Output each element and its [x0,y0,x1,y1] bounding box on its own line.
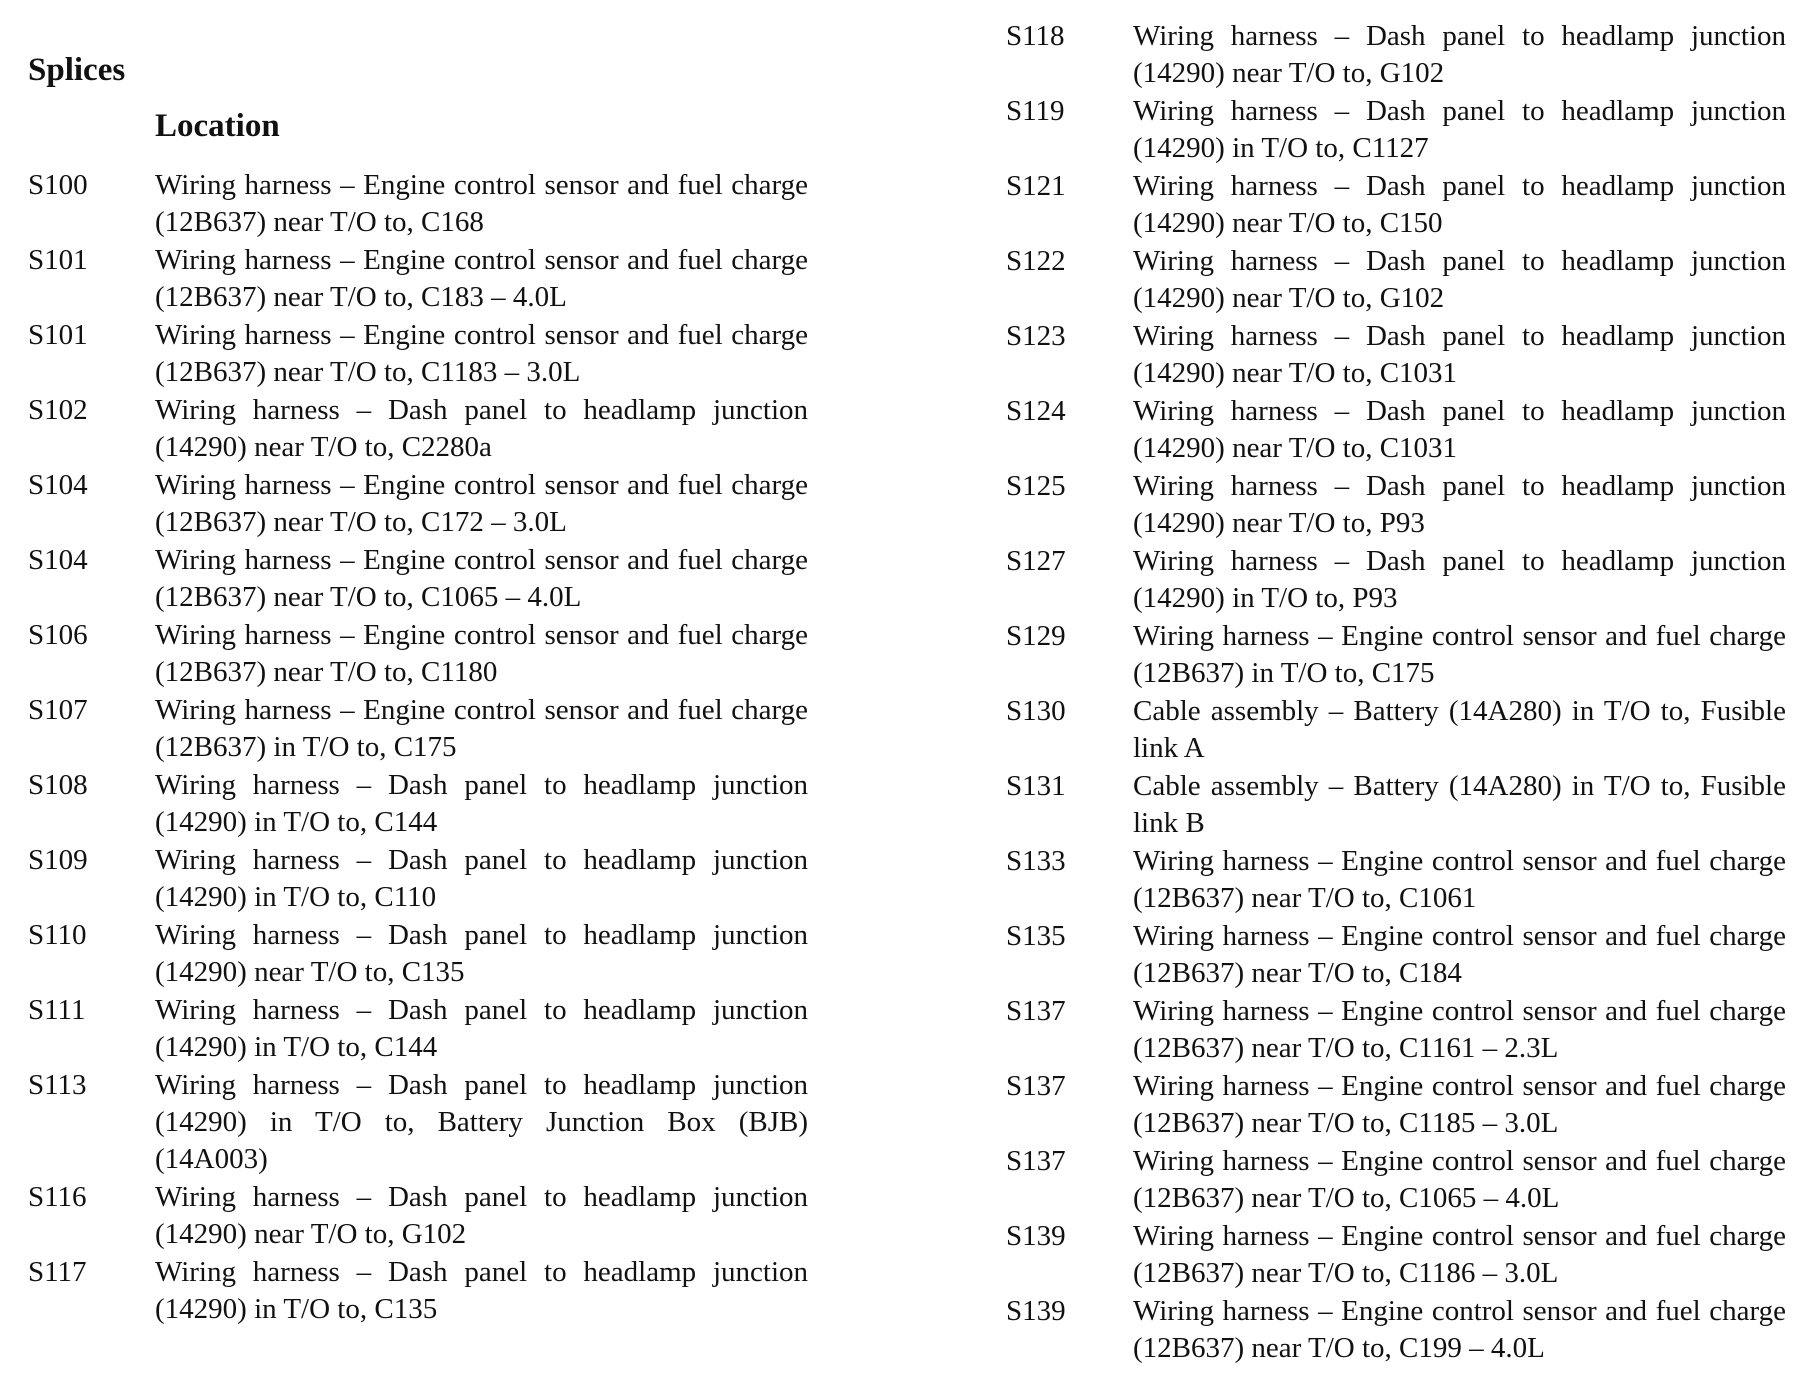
splice-entry [28,242,808,316]
splice-entry [1006,318,1786,392]
splice-entry [1006,618,1786,692]
splice-location: Wiring harness – Engine control sensor and fuel charge (12B637) near T/O to, C1186 – 3.0L [1133,1220,1786,1289]
splice-location: Wiring harness – Engine control sensor and fuel charge (12B637) near T/O to, C183 – 4.0L [155,244,808,313]
splice-entry [1006,843,1786,917]
splice-location: Wiring harness – Dash panel to headlamp junction (14290) in T/O to, P93 [1133,545,1786,614]
splice-code: S139 [1006,1295,1066,1327]
splice-code: S124 [1006,395,1066,427]
splice-location: Wiring harness – Engine control sensor and fuel charge (12B637) near T/O to, C1061 [1133,845,1786,914]
splice-entry [28,467,808,541]
splice-code: S104 [28,469,88,501]
splice-entry [1006,1068,1786,1142]
splice-location: Wiring harness – Engine control sensor and fuel charge (12B637) near T/O to, C172 – 3.0L [155,469,808,538]
splice-location: Wiring harness – Engine control sensor and fuel charge (12B637) near T/O to, C1183 – 3.0L [155,319,808,388]
splice-code: S129 [1006,620,1066,652]
splice-code: S137 [1006,1070,1066,1102]
splice-code: S137 [1006,995,1066,1027]
splice-location: Wiring harness – Dash panel to headlamp junction (14290) near T/O to, C2280a [155,394,808,463]
splice-location: Wiring harness – Dash panel to headlamp junction (14290) in T/O to, C144 [155,994,808,1063]
splice-code: S108 [28,769,88,801]
splice-location: Wiring harness – Engine control sensor and fuel charge (12B637) near T/O to, C1185 – 3.0L [1133,1070,1786,1139]
splice-code: S119 [1006,95,1065,127]
splice-entry [1006,168,1786,242]
splice-entry [1006,543,1786,617]
splice-location: Wiring harness – Dash panel to headlamp junction (14290) near T/O to, C1031 [1133,320,1786,389]
splice-location: Wiring harness – Dash panel to headlamp junction (14290) near T/O to, G102 [155,1181,808,1250]
splice-code: S113 [28,1069,87,1101]
splice-entry [1006,468,1786,542]
splice-location: Wiring harness – Dash panel to headlamp junction (14290) in T/O to, C144 [155,769,808,838]
splice-code: S104 [28,544,88,576]
splice-entry [1006,768,1786,842]
splice-entry [1006,918,1786,992]
splice-entry [1006,393,1786,467]
splice-entry [28,767,808,841]
splice-entry [28,1179,808,1253]
splice-location: Wiring harness – Engine control sensor and fuel charge (12B637) near T/O to, C184 [1133,920,1786,989]
splice-location: Wiring harness – Engine control sensor and fuel charge (12B637) near T/O to, C1065 – 4.0L [155,544,808,613]
splice-code: S137 [1006,1145,1066,1177]
splice-entry [1006,93,1786,167]
splice-code: S109 [28,844,88,876]
splice-code: S122 [1006,245,1066,277]
splice-code: S106 [28,619,88,651]
splice-entry [1006,1218,1786,1292]
splice-code: S127 [1006,545,1066,577]
splice-code: S116 [28,1181,87,1213]
location-column-label: Location [155,108,280,144]
splice-code: S117 [28,1256,87,1288]
splice-location: Wiring harness – Dash panel to headlamp junction (14290) near T/O to, C1031 [1133,395,1786,464]
splice-entry [28,842,808,916]
splice-entry [28,1254,808,1328]
splice-location: Wiring harness – Engine control sensor and fuel charge (12B637) near T/O to, C1180 [155,619,808,688]
splice-entry [28,692,808,766]
splice-location: Wiring harness – Engine control sensor and fuel charge (12B637) near T/O to, C168 [155,169,808,238]
splice-code: S133 [1006,845,1066,877]
splice-location: Wiring harness – Dash panel to headlamp junction (14290) near T/O to, C150 [1133,170,1786,239]
splice-entry [28,167,808,241]
splice-code: S139 [1006,1220,1066,1252]
splice-entry [28,617,808,691]
splice-list-right [1006,18,1786,1367]
splice-code: S100 [28,169,88,201]
splice-location: Wiring harness – Dash panel to headlamp junction (14290) near T/O to, C135 [155,919,808,988]
splice-location: Cable assembly – Battery (14A280) in T/O to, Fusible link A [1133,695,1786,764]
splice-code: S131 [1006,770,1066,802]
splice-entry [1006,1143,1786,1217]
splice-entry [28,917,808,991]
splice-location: Wiring harness – Engine control sensor and fuel charge (12B637) near T/O to, C199 – 4.0L [1133,1295,1786,1364]
splice-entry [1006,1293,1786,1367]
splice-location: Wiring harness – Dash panel to headlamp junction (14290) in T/O to, Battery Junction Box (BJB) (14A003) [155,1069,808,1175]
splice-location: Wiring harness – Dash panel to headlamp junction (14290) near T/O to, P93 [1133,470,1786,539]
splice-code: S123 [1006,320,1066,352]
splice-location: Wiring harness – Dash panel to headlamp junction (14290) in T/O to, C110 [155,844,808,913]
splice-code: S111 [28,994,86,1026]
splice-code: S135 [1006,920,1066,952]
splice-list-left [28,167,808,1328]
splice-location: Wiring harness – Engine control sensor and fuel charge (12B637) near T/O to, C1065 – 4.0L [1133,1145,1786,1214]
splice-code: S102 [28,394,88,426]
splice-location: Wiring harness – Dash panel to headlamp junction (14290) in T/O to, C135 [155,1256,808,1325]
splice-entry [1006,18,1786,92]
splice-code: S118 [1006,20,1065,52]
splice-location: Wiring harness – Engine control sensor and fuel charge (12B637) near T/O to, C1161 – 2.3L [1133,995,1786,1064]
splice-code: S107 [28,694,88,726]
splice-entry [28,992,808,1066]
splice-code: S130 [1006,695,1066,727]
splice-entry [1006,993,1786,1067]
splice-entry [28,542,808,616]
splice-code: S121 [1006,170,1066,202]
splice-entry [1006,243,1786,317]
splice-location: Wiring harness – Engine control sensor and fuel charge (12B637) in T/O to, C175 [1133,620,1786,689]
splice-entry [28,1067,808,1178]
splice-code: S101 [28,244,88,276]
splice-location: Cable assembly – Battery (14A280) in T/O to, Fusible link B [1133,770,1786,839]
splice-entry [28,392,808,466]
section-title: Splices [28,52,126,88]
splice-code: S110 [28,919,87,951]
splice-location: Wiring harness – Dash panel to headlamp junction (14290) near T/O to, G102 [1133,245,1786,314]
splice-entry [1006,693,1786,767]
splice-entry [28,317,808,391]
splice-code: S125 [1006,470,1066,502]
splice-location: Wiring harness – Dash panel to headlamp junction (14290) in T/O to, C1127 [1133,95,1786,164]
splice-location: Wiring harness – Dash panel to headlamp junction (14290) near T/O to, G102 [1133,20,1786,89]
splice-location: Wiring harness – Engine control sensor and fuel charge (12B637) in T/O to, C175 [155,694,808,763]
splice-code: S101 [28,319,88,351]
